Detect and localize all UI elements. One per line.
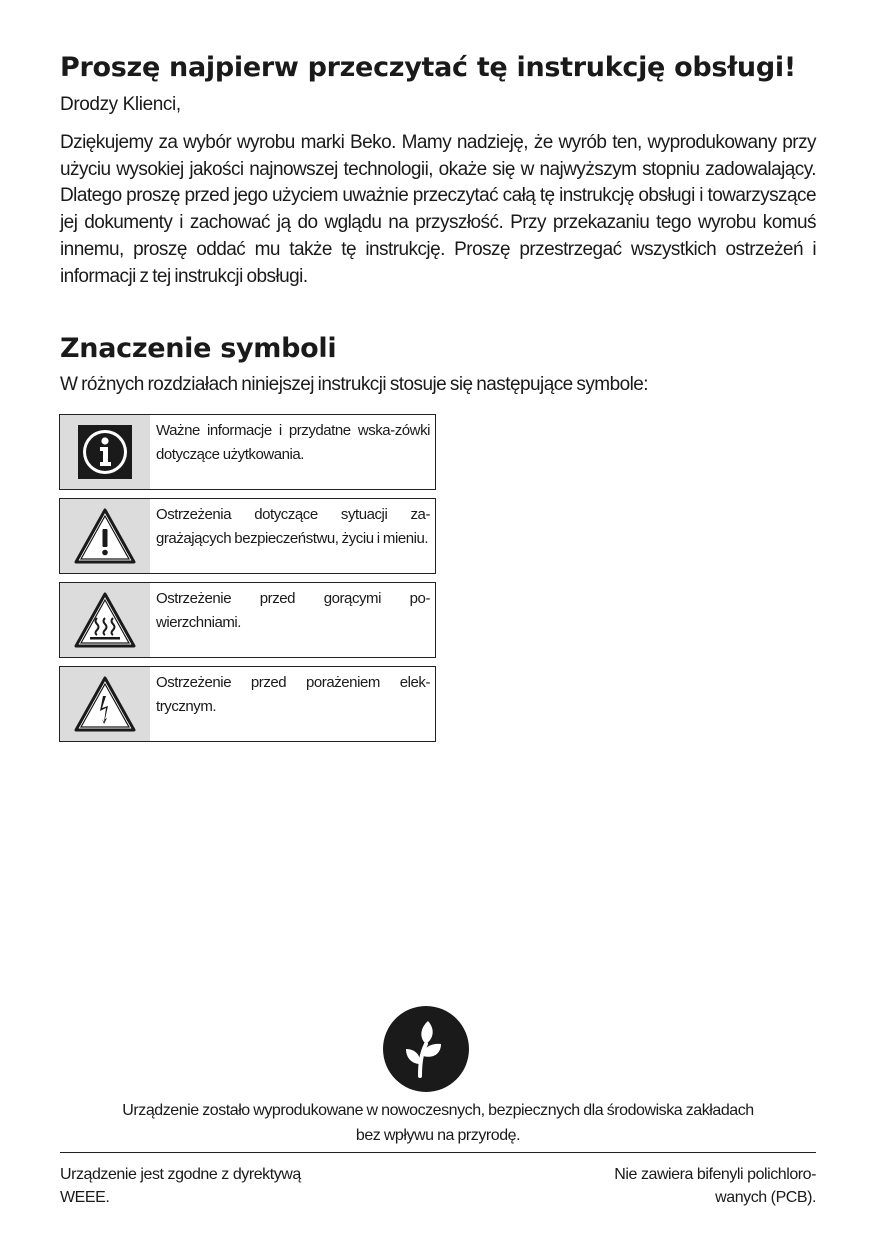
weee-compliance-note — [60, 1163, 360, 1209]
symbol-description: Ważne informacje i przydatne wska-zówki dotyczące użytkowania. — [156, 422, 430, 463]
pcb-line-2: wanych (PCB). — [715, 1189, 816, 1206]
symbols-intro-text: W różnych rozdziałach niniejszej instrukcji stosuje się następujące symbole: — [60, 374, 649, 395]
greeting-text: Drodzy Klienci, — [60, 94, 181, 115]
eco-production-note — [60, 1098, 816, 1148]
symbol-row-electric-shock — [59, 666, 436, 742]
eco-note-line-1: Urządzenie zostało wyprodukowane w nowoczesnych, bezpiecznych dla środowiska zakładach — [122, 1102, 754, 1119]
symbol-row-warning — [59, 498, 436, 574]
weee-line-2: WEEE. — [60, 1189, 110, 1206]
page-title: Proszę najpierw przeczytać tę instrukcję obsługi! — [60, 52, 796, 83]
symbol-row-info — [59, 414, 436, 490]
footer-divider — [60, 1152, 816, 1153]
pcb-line-1: Nie zawiera bifenyli polichloro- — [614, 1166, 816, 1183]
symbol-description: Ostrzeżenie przed porażeniem elek-trycznym. — [156, 674, 430, 715]
weee-line-1: Urządzenie jest zgodne z dyrektywą — [60, 1166, 301, 1183]
symbol-description: Ostrzeżenia dotyczące sytuacji za-grażających bezpieczeństwu, życiu i mieniu. — [156, 506, 430, 547]
symbols-section-title: Znaczenie symboli — [60, 333, 337, 364]
intro-paragraph: Dziękujemy za wybór wyrobu marki Beko. Mamy nadzieję, że wyrób ten, wyprodukowany przy użyciu wysokiej jakości najnowszej technologii, okaże się w najwyższym stopniu zadowalający. Dlatego proszę przed jego użyciem uważnie przeczytać całą tę instrukcję obsługi i towarzyszące jej dokumenty i zachować ją do wglądu na przyszłość. Przy przekazaniu tego wyrobu komuś innemu, proszę oddać mu także tę instrukcję. Proszę przestrzegać wszystkich ostrzeżeń i informacji z tej instrukcji obsługi. — [60, 132, 816, 287]
symbol-row-hot-surface — [59, 582, 436, 658]
leaf-icon — [383, 1006, 469, 1092]
electric-shock-icon — [73, 675, 137, 733]
symbol-description: Ostrzeżenie przed gorącymi po-wierzchniami. — [156, 590, 430, 631]
pcb-free-note — [556, 1163, 816, 1209]
hot-surface-icon — [73, 591, 137, 649]
info-icon — [77, 424, 133, 480]
warning-icon — [73, 507, 137, 565]
eco-note-line-2: bez wpływu na przyrodę. — [355, 1127, 521, 1144]
